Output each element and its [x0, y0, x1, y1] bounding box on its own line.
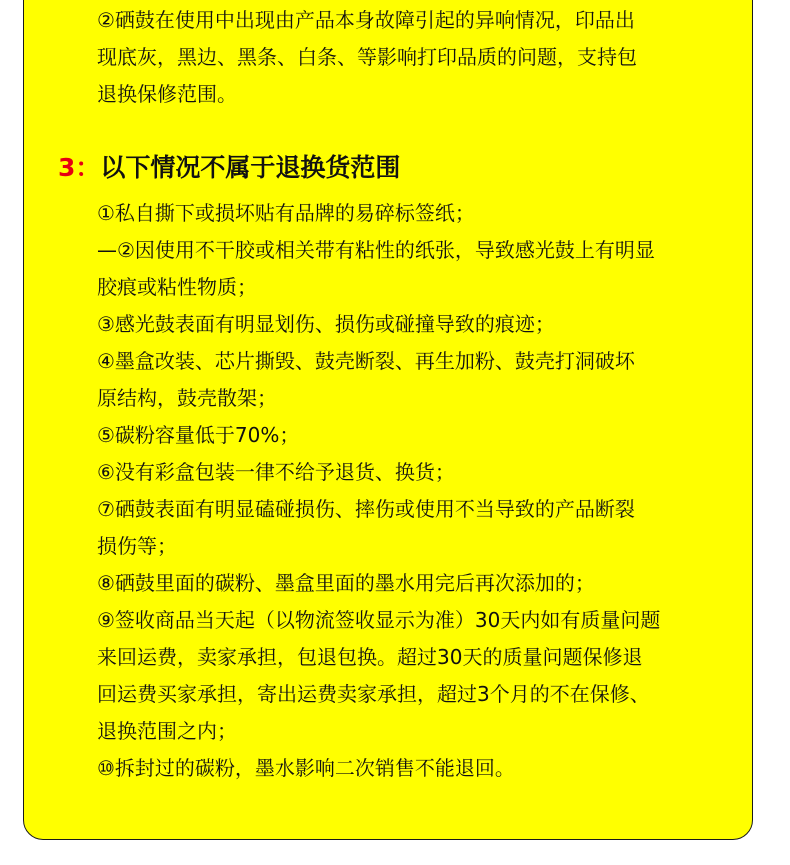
exclusion-list: [97, 195, 737, 787]
section-heading: [58, 148, 400, 188]
list-line: —②因使用不干胶或相关带有粘性的纸张，导致感光鼓上有明显: [97, 238, 655, 262]
text-line: ②硒鼓在使用中出现由产品本身故障引起的异响情况，印品出: [97, 8, 635, 32]
list-line: ④墨盒改装、芯片撕毁、鼓壳断裂、再生加粉、鼓壳打洞破坏: [97, 349, 635, 373]
list-line: ⑨签收商品当天起（以物流签收显示为准）30天内如有质量问题: [97, 608, 661, 632]
list-line: ⑩拆封过的碳粉，墨水影响二次销售不能退回。: [97, 756, 515, 780]
list-line: 回运费买家承担，寄出运费卖家承担，超过3个月的不在保修、: [97, 682, 650, 706]
top-item-text: [97, 2, 737, 113]
list-line: 来回运费，卖家承担，包退包换。超过30天的质量问题保修退: [97, 645, 643, 669]
text-line: 退换保修范围。: [97, 82, 237, 106]
list-line: ⑤碳粉容量低于70%；: [97, 423, 300, 447]
list-line: ①私自撕下或损坏贴有品牌的易碎标签纸；: [97, 201, 475, 225]
list-line: ⑥没有彩盒包装一律不给予退货、换货；: [97, 460, 455, 484]
list-line: 胶痕或粘性物质；: [97, 275, 257, 299]
list-line: ⑦硒鼓表面有明显磕碰损伤、摔伤或使用不当导致的产品断裂: [97, 497, 635, 521]
list-line: 原结构，鼓壳散架；: [97, 386, 277, 410]
section-number: 3：: [58, 153, 101, 182]
list-line: ⑧硒鼓里面的碳粉、墨盒里面的墨水用完后再次添加的；: [97, 571, 595, 595]
list-line: 损伤等；: [97, 534, 177, 558]
list-line: ③感光鼓表面有明显划伤、损伤或碰撞导致的痕迹；: [97, 312, 555, 336]
list-line: 退换范围之内；: [97, 719, 237, 743]
text-line: 现底灰，黑边、黑条、白条、等影响打印品质的问题，支持包: [97, 45, 637, 69]
section-title: 以下情况不属于退换货范围: [100, 153, 401, 182]
